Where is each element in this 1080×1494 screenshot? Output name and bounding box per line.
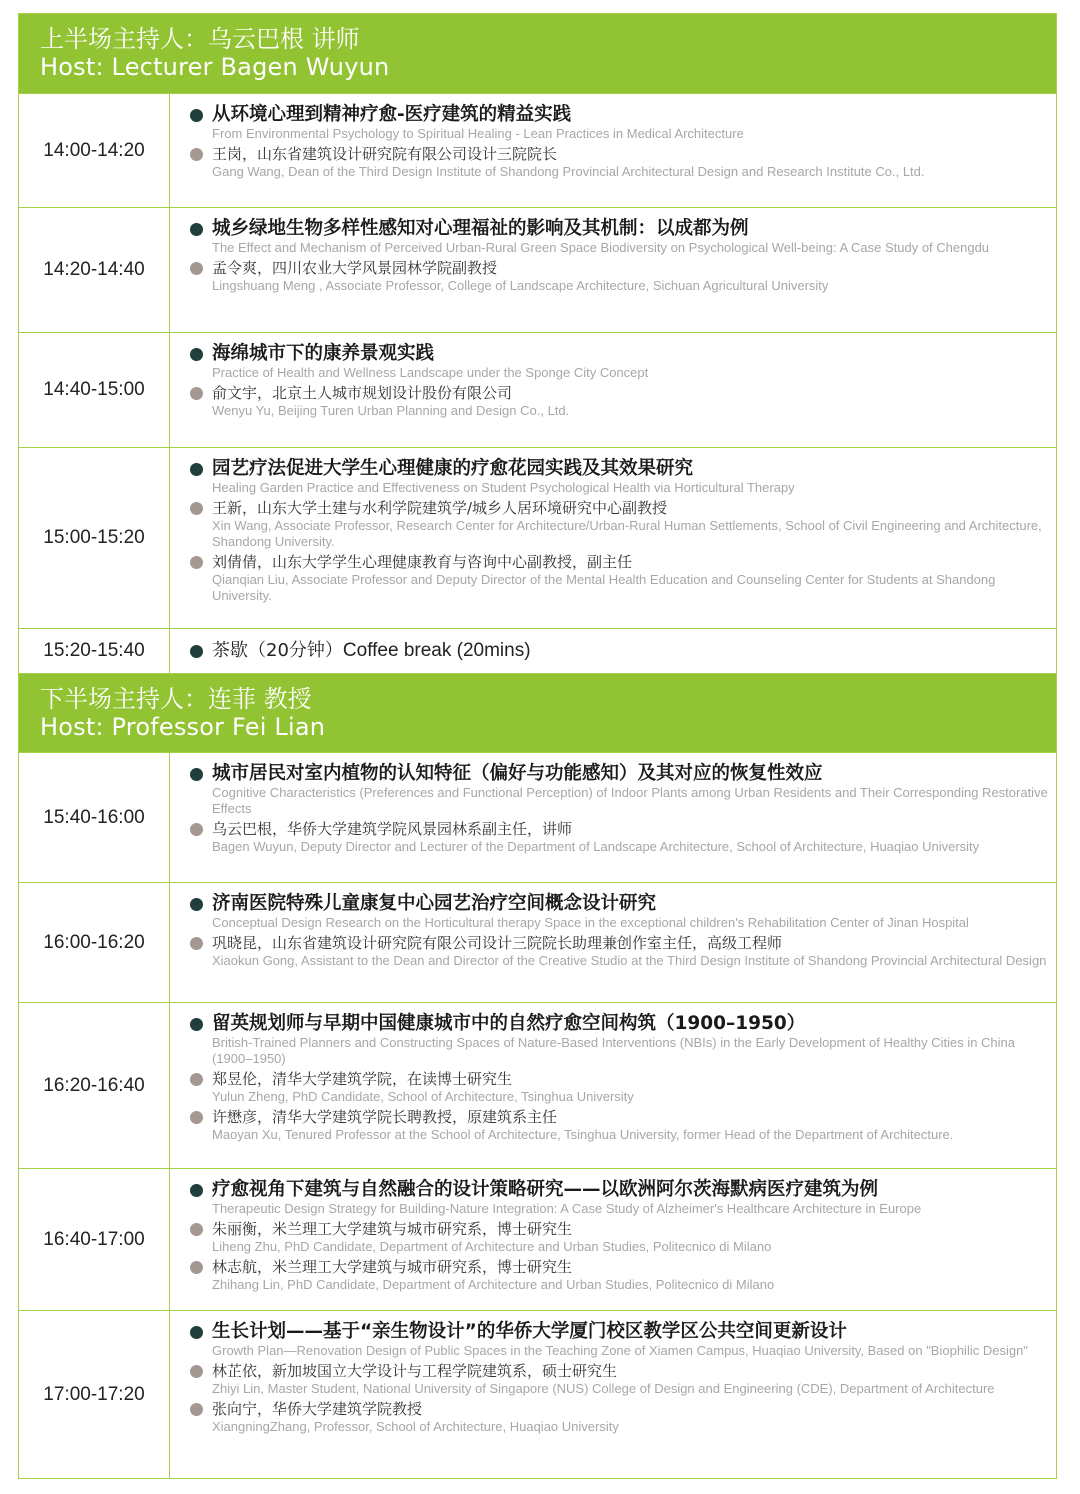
session-row xyxy=(19,447,1056,628)
talk-title-line xyxy=(187,1321,1056,1359)
speaker-zh: 林芷依，新加坡国立大学设计与工程学院建筑系，硕士研究生 xyxy=(212,1362,618,1380)
speaker-zh: 王岗，山东省建筑设计研究院有限公司设计三院院长 xyxy=(212,145,558,163)
speaker-zh: 俞文宇，北京土人城市规划设计股份有限公司 xyxy=(212,384,513,402)
speaker-line xyxy=(187,819,1056,855)
bullet-dot-icon xyxy=(190,348,203,361)
coffee-break-content xyxy=(170,629,1056,673)
session-content xyxy=(170,333,1056,447)
speaker-zh: 王新，山东大学土建与水利学院建筑学/城乡人居环境研究中心副教授 xyxy=(212,499,668,517)
session-content xyxy=(170,1003,1056,1168)
bullet-dot-icon xyxy=(190,223,203,236)
talk-title-en: Healing Garden Practice and Effectiveness on Student Psychological Health via Horticultural Therapy xyxy=(212,480,795,495)
session-time: 15:00-15:20 xyxy=(19,448,170,628)
talk-title-zh: 从环境心理到精神疗愈-医疗建筑的精益实践 xyxy=(212,104,572,125)
talk-title-en: Therapeutic Design Strategy for Building-Nature Integration: A Case Study of Alzheimer's Healthcare Architecture in Europe xyxy=(212,1201,922,1216)
coffee-break-row xyxy=(19,628,1056,673)
bullet-dot-icon xyxy=(190,823,203,836)
talk-title-line xyxy=(187,458,1056,496)
talk-title-line xyxy=(187,763,1056,817)
bullet-dot-icon xyxy=(190,645,203,658)
speaker-zh: 许懋彦，清华大学建筑学院长聘教授，原建筑系主任 xyxy=(212,1108,558,1126)
session-content xyxy=(170,94,1056,207)
talk-title-line xyxy=(187,1013,1056,1067)
bullet-dot-icon xyxy=(190,1326,203,1339)
bullet-dot-icon xyxy=(190,109,203,122)
speaker-zh: 巩晓昆，山东省建筑设计研究院有限公司设计三院院长助理兼创作室主任，高级工程师 xyxy=(212,934,783,952)
bullet-dot-icon xyxy=(190,556,203,569)
talk-title-en: The Effect and Mechanism of Perceived Urban-Rural Green Space Biodiversity on Psychological Well-being: A Case Study of Chengdu xyxy=(212,240,990,255)
bullet-dot-icon xyxy=(190,937,203,950)
speaker-en: Qianqian Liu, Associate Professor and Deputy Director of the Mental Health Education and Counseling Center for Students at Shandong University. xyxy=(212,572,996,603)
session-row xyxy=(19,1310,1056,1478)
speaker-zh: 孟令爽，四川农业大学风景园林学院副教授 xyxy=(212,259,498,277)
talk-title-zh: 疗愈视角下建筑与自然融合的设计策略研究——以欧洲阿尔茨海默病医疗建筑为例 xyxy=(212,1179,879,1200)
speaker-en: Zhiyi Lin, Master Student, National University of Singapore (NUS) College of Design and Engineering (CDE), Department of Architecture xyxy=(212,1381,995,1396)
session-time: 16:20-16:40 xyxy=(19,1003,170,1168)
speaker-zh: 刘倩倩，山东大学学生心理健康教育与咨询中心副教授，副主任 xyxy=(212,553,633,571)
speaker-line xyxy=(187,552,1056,604)
session-content xyxy=(170,883,1056,1002)
speaker-en: Zhihang Lin, PhD Candidate, Department of Architecture and Urban Studies, Politecnico di Milano xyxy=(212,1277,775,1292)
speaker-line xyxy=(187,144,1056,180)
bullet-dot-icon xyxy=(190,898,203,911)
session-time: 16:40-17:00 xyxy=(19,1169,170,1310)
bullet-dot-icon xyxy=(190,1365,203,1378)
bullet-dot-icon xyxy=(190,1403,203,1416)
speaker-zh: 朱丽衡，米兰理工大学建筑与城市研究系，博士研究生 xyxy=(212,1220,573,1238)
talk-title-line xyxy=(187,1179,1056,1217)
speaker-zh: 张向宁，华侨大学建筑学院教授 xyxy=(212,1400,423,1418)
talk-title-line xyxy=(187,218,1056,256)
talk-title-en: British-Trained Planners and Constructing Spaces of Nature-Based Interventions (NBIs) in the Early Development of Healthy Cities in China (1900–1950) xyxy=(212,1035,1016,1066)
session-time: 15:40-16:00 xyxy=(19,753,170,882)
bullet-dot-icon xyxy=(190,1223,203,1236)
session-row xyxy=(19,882,1056,1002)
speaker-line xyxy=(187,1361,1056,1397)
speaker-en: Liheng Zhu, PhD Candidate, Department of Architecture and Urban Studies, Politecnico di Milano xyxy=(212,1239,772,1254)
session-row xyxy=(19,93,1056,207)
host-banner-first-half xyxy=(19,14,1056,93)
talk-title-en: Conceptual Design Research on the Horticultural therapy Space in the exceptional children's Rehabilitation Center of Jinan Hospital xyxy=(212,915,969,930)
bullet-dot-icon xyxy=(190,262,203,275)
session-row xyxy=(19,1002,1056,1168)
speaker-zh: 林志航，米兰理工大学建筑与城市研究系，博士研究生 xyxy=(212,1258,573,1276)
speaker-line xyxy=(187,383,1056,419)
session-row xyxy=(19,752,1056,882)
talk-title-en: From Environmental Psychology to Spiritual Healing - Lean Practices in Medical Architecture xyxy=(212,126,744,141)
speaker-en: Xiaokun Gong, Assistant to the Dean and Director of the Creative Studio at the Third Design Institute of Shandong Provincial Architectural Design xyxy=(212,953,1047,968)
session-row xyxy=(19,1168,1056,1310)
speaker-en: Xin Wang, Associate Professor, Research Center for Architecture/Urban-Rural Human Settlements, School of Civil Engineering and Architecture, Shandong University. xyxy=(212,518,1042,549)
bullet-dot-icon xyxy=(190,463,203,476)
host-title-en: Host: Professor Fei Lian xyxy=(40,713,326,741)
session-row xyxy=(19,207,1056,332)
coffee-break-zh: 茶歇（20分钟） xyxy=(212,640,343,661)
session-time: 17:00-17:20 xyxy=(19,1311,170,1478)
host-title-en: Host: Lecturer Bagen Wuyun xyxy=(40,53,390,81)
session-time: 14:20-14:40 xyxy=(19,208,170,332)
session-content xyxy=(170,753,1056,882)
speaker-en: Bagen Wuyun, Deputy Director and Lecturer of the Department of Landscape Architecture, School of Architecture, Huaqiao University xyxy=(212,839,980,854)
speaker-en: Yulun Zheng, PhD Candidate, School of Architecture, Tsinghua University xyxy=(212,1089,634,1104)
session-row xyxy=(19,332,1056,447)
speaker-line xyxy=(187,1257,1056,1293)
talk-title-line xyxy=(187,343,1056,381)
speaker-en: Lingshuang Meng , Associate Professor, College of Landscape Architecture, Sichuan Agricultural University xyxy=(212,278,829,293)
bullet-dot-icon xyxy=(190,1073,203,1086)
speaker-line xyxy=(187,1219,1056,1255)
talk-title-line xyxy=(187,104,1056,142)
session-content xyxy=(170,208,1056,332)
speaker-line xyxy=(187,1107,1056,1143)
speaker-line xyxy=(187,933,1056,969)
session-time: 16:00-16:20 xyxy=(19,883,170,1002)
speaker-line xyxy=(187,258,1056,294)
speaker-zh: 乌云巴根，华侨大学建筑学院风景园林系副主任，讲师 xyxy=(212,820,573,838)
bullet-dot-icon xyxy=(190,502,203,515)
session-time: 14:40-15:00 xyxy=(19,333,170,447)
talk-title-zh: 海绵城市下的康养景观实践 xyxy=(212,343,435,364)
speaker-en: XiangningZhang, Professor, School of Architecture, Huaqiao University xyxy=(212,1419,619,1434)
talk-title-en: Growth Plan—Renovation Design of Public Spaces in the Teaching Zone of Xiamen Campus, Huaqiao University, Based on "Biophilic Design" xyxy=(212,1343,1028,1358)
coffee-break-en: Coffee break (20mins) xyxy=(342,640,531,661)
talk-title-zh: 济南医院特殊儿童康复中心园艺治疗空间概念设计研究 xyxy=(212,893,657,914)
speaker-line xyxy=(187,498,1056,550)
bullet-dot-icon xyxy=(190,768,203,781)
speaker-line xyxy=(187,1069,1056,1105)
session-content xyxy=(170,1311,1056,1478)
session-time: 14:00-14:20 xyxy=(19,94,170,207)
bullet-dot-icon xyxy=(190,1018,203,1031)
talk-title-zh: 园艺疗法促进大学生心理健康的疗愈花园实践及其效果研究 xyxy=(212,458,694,479)
speaker-en: Wenyu Yu, Beijing Turen Urban Planning and Design Co., Ltd. xyxy=(212,403,570,418)
host-banner-second-half xyxy=(19,673,1056,752)
host-title-zh: 上半场主持人：乌云巴根 讲师 xyxy=(40,25,360,53)
schedule-table xyxy=(18,13,1057,1479)
bullet-dot-icon xyxy=(190,387,203,400)
bullet-dot-icon xyxy=(190,1111,203,1124)
speaker-en: Maoyan Xu, Tenured Professor at the School of Architecture, Tsinghua University, former Head of the Department of Architecture. xyxy=(212,1127,954,1142)
speaker-line xyxy=(187,1399,1056,1435)
speaker-zh: 郑昱伦，清华大学建筑学院，在读博士研究生 xyxy=(212,1070,513,1088)
talk-title-en: Practice of Health and Wellness Landscape under the Sponge City Concept xyxy=(212,365,649,380)
coffee-break-line xyxy=(187,640,1056,662)
bullet-dot-icon xyxy=(190,1184,203,1197)
talk-title-zh: 城乡绿地生物多样性感知对心理福祉的影响及其机制：以成都为例 xyxy=(212,218,749,239)
speaker-en: Gang Wang, Dean of the Third Design Institute of Shandong Provincial Architectural Design and Research Institute Co., Ltd. xyxy=(212,164,925,179)
talk-title-zh: 城市居民对室内植物的认知特征（偏好与功能感知）及其对应的恢复性效应 xyxy=(212,763,823,784)
talk-title-line xyxy=(187,893,1056,931)
session-content xyxy=(170,1169,1056,1310)
host-title-zh: 下半场主持人：连菲 教授 xyxy=(40,685,312,713)
talk-title-zh: 留英规划师与早期中国健康城市中的自然疗愈空间构筑（1900–1950） xyxy=(212,1013,806,1034)
session-time: 15:20-15:40 xyxy=(19,629,170,673)
bullet-dot-icon xyxy=(190,1261,203,1274)
talk-title-zh: 生长计划——基于“亲生物设计”的华侨大学厦门校区教学区公共空间更新设计 xyxy=(212,1321,847,1342)
talk-title-en: Cognitive Characteristics (Preferences and Functional Perception) of Indoor Plants among Urban Residents and Their Corresponding Restorative Effects xyxy=(212,785,1048,816)
bullet-dot-icon xyxy=(190,148,203,161)
session-content xyxy=(170,448,1056,628)
